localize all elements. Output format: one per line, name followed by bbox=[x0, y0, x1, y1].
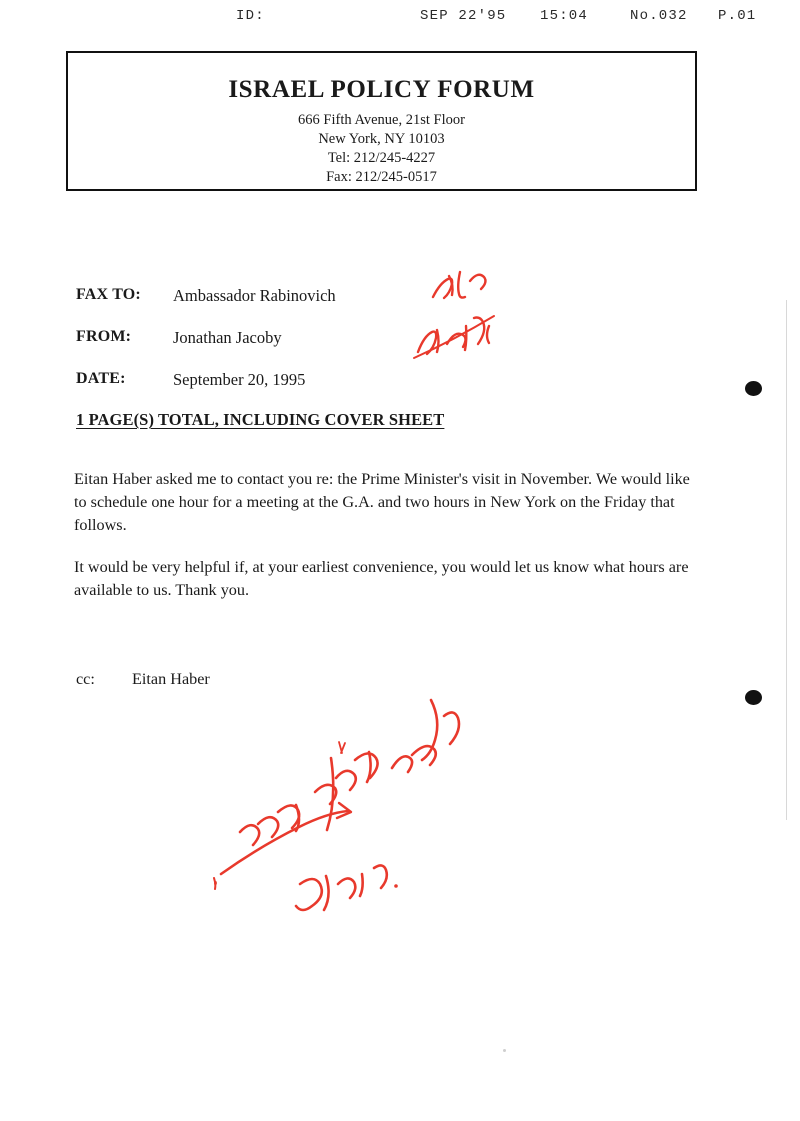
from-value: Jonathan Jacoby bbox=[173, 328, 282, 347]
fax-header-time: 15:04 bbox=[540, 8, 589, 24]
fax-header-date: SEP 22'95 bbox=[420, 8, 507, 24]
fax-to-value: Ambassador Rabinovich bbox=[173, 286, 336, 305]
cover-sheet-fields bbox=[76, 286, 716, 412]
fax-line: Fax: 212/245-0517 bbox=[326, 169, 437, 186]
handwritten-note-bottom bbox=[214, 700, 459, 910]
from-label: FROM: bbox=[76, 328, 132, 345]
date-label: DATE: bbox=[76, 370, 126, 387]
page-count-note: 1 PAGE(S) TOTAL, INCLUDING COVER SHEET bbox=[76, 410, 445, 429]
fax-header-page: P.01 bbox=[718, 8, 757, 24]
organization-name: ISRAEL POLICY FORUM bbox=[228, 76, 535, 103]
fax-header-number: No.032 bbox=[630, 8, 688, 24]
scan-artifact-edge-streak bbox=[786, 300, 787, 820]
cc-value: Eitan Haber bbox=[132, 670, 210, 688]
fax-to-label: FAX TO: bbox=[76, 286, 141, 303]
field-row-from bbox=[76, 328, 716, 370]
fax-header-id-label: ID: bbox=[236, 8, 265, 24]
address-line-2: New York, NY 10103 bbox=[318, 131, 445, 148]
fax-transmission-header bbox=[0, 8, 800, 30]
letterhead-box bbox=[66, 51, 697, 191]
date-value: September 20, 1995 bbox=[173, 370, 306, 389]
field-row-fax-to bbox=[76, 286, 716, 328]
scan-artifact-speck-1 bbox=[503, 1049, 506, 1052]
body-paragraph-2: It would be very helpful if, at your earliest convenience, you would let us know what hours are available to us. Thank you. bbox=[74, 558, 689, 599]
letterhead-contact-block bbox=[68, 111, 695, 188]
field-row-date bbox=[76, 370, 716, 412]
scan-artifact-speck-2 bbox=[214, 881, 217, 885]
scan-artifact-dot-lower bbox=[745, 690, 762, 705]
body-paragraph-1: Eitan Haber asked me to contact you re: the Prime Minister's visit in November. We would like to schedule one hour for a meeting at the G.A. and two hours in New York on the Friday that follows. bbox=[74, 470, 690, 534]
scan-artifact-dot-upper bbox=[745, 381, 762, 396]
letter-body bbox=[74, 468, 704, 621]
address-line-1: 666 Fifth Avenue, 21st Floor bbox=[298, 112, 465, 128]
cc-line bbox=[76, 670, 210, 689]
cc-label: cc: bbox=[76, 670, 95, 688]
telephone-line: Tel: 212/245-4227 bbox=[327, 150, 436, 167]
